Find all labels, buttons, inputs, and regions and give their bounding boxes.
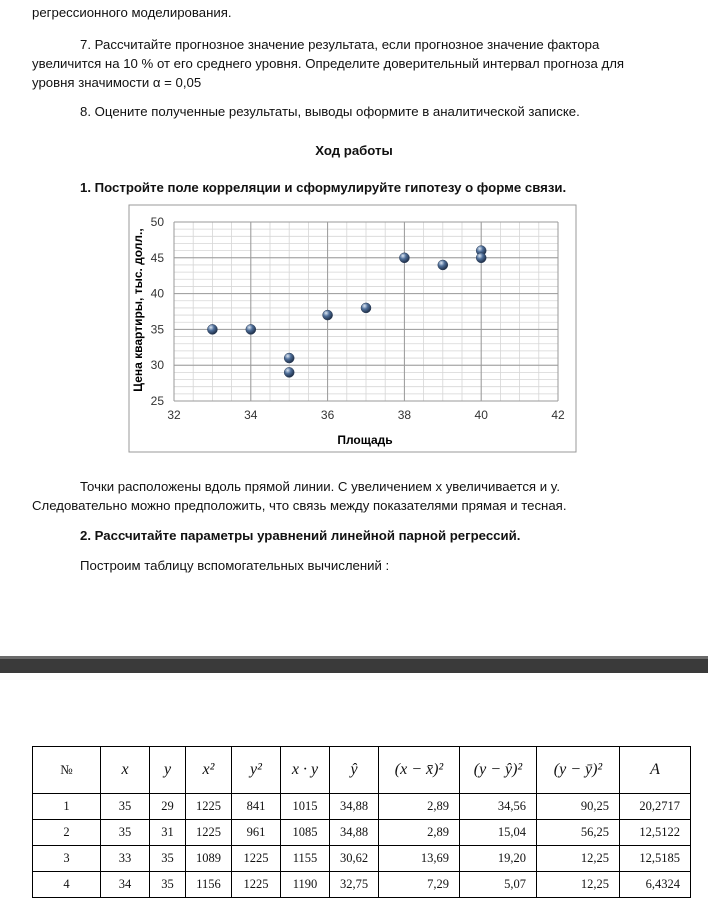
data-point: [284, 367, 294, 377]
table-row: [33, 794, 691, 820]
table-body: [33, 794, 691, 898]
table-cell: 1089: [186, 846, 232, 872]
table-row: [33, 820, 691, 846]
x-tick-label: 34: [244, 408, 258, 422]
table-cell: 2,89: [379, 820, 460, 846]
table-cell: 31: [150, 820, 186, 846]
table-cell: 1: [33, 794, 101, 820]
observation-line-2: Следовательно можно предположить, что связь между показателями прямая и тесная.: [32, 498, 567, 513]
y-tick-label: 45: [150, 250, 164, 265]
table-header-row: [33, 747, 691, 794]
table-cell: 34,88: [330, 820, 379, 846]
table-cell: 1155: [281, 846, 330, 872]
x-tick-label: 36: [320, 408, 335, 422]
table-cell: 6,4324: [620, 872, 691, 898]
task-7-line-2: увеличится на 10 % от его среднего уровня. Определите доверительный интервал прогноза для: [32, 56, 625, 71]
table-row: [33, 872, 691, 898]
table-cell: 1225: [186, 794, 232, 820]
y-tick-label: 50: [150, 215, 164, 229]
x-tick-label: 42: [551, 408, 565, 422]
data-point: [323, 310, 333, 320]
table-cell: 20,2717: [620, 794, 691, 820]
table-cell: 2: [33, 820, 101, 846]
table-cell: 35: [101, 794, 150, 820]
table-cell: 1015: [281, 794, 330, 820]
table-cell: 1156: [186, 872, 232, 898]
y-tick-label: 40: [150, 286, 164, 301]
step-2-heading: 2. Рассчитайте параметры уравнений линейной парной регрессий.: [80, 528, 521, 543]
table-cell: 5,07: [460, 872, 537, 898]
y-axis-label: Цена квартиры, тыс. долл.,: [131, 228, 145, 392]
y-tick-label: 25: [150, 394, 164, 408]
table-cell: 2,89: [379, 794, 460, 820]
table-cell: 12,5185: [620, 846, 691, 872]
table-cell: 30,62: [330, 846, 379, 872]
scatter-chart: [128, 204, 578, 454]
table-row: [33, 846, 691, 872]
x-tick-label: 38: [397, 408, 412, 422]
table-cell: 13,69: [379, 846, 460, 872]
data-point: [246, 324, 256, 334]
x-tick-label: 32: [167, 408, 181, 422]
data-point: [438, 260, 448, 270]
data-point: [476, 253, 486, 263]
table-cell: 34,56: [460, 794, 537, 820]
table-cell: 15,04: [460, 820, 537, 846]
table-cell: 29: [150, 794, 186, 820]
column-header: (y − ŷ)²: [460, 747, 537, 794]
table-cell: 1085: [281, 820, 330, 846]
table-cell: 33: [101, 846, 150, 872]
table-cell: 841: [232, 794, 281, 820]
table-cell: 7,29: [379, 872, 460, 898]
task-7-line-1: 7. Рассчитайте прогнозное значение результата, если прогнозное значение фактора: [80, 37, 600, 52]
y-tick-label: 30: [150, 358, 164, 373]
table-cell: 56,25: [537, 820, 620, 846]
data-point: [284, 353, 294, 363]
table-cell: 35: [150, 872, 186, 898]
table-cell: 19,20: [460, 846, 537, 872]
table-cell: 34,88: [330, 794, 379, 820]
calculation-table: [32, 746, 691, 898]
table-cell: 90,25: [537, 794, 620, 820]
table-intro: Построим таблицу вспомогательных вычислений :: [80, 558, 390, 573]
table-cell: 1225: [232, 872, 281, 898]
table-cell: 961: [232, 820, 281, 846]
table-cell: 35: [150, 846, 186, 872]
x-tick-label: 40: [474, 408, 488, 422]
observation-line-1: Точки расположены вдоль прямой линии. С увеличением x увеличивается и y.: [80, 479, 561, 494]
table-cell: 4: [33, 872, 101, 898]
paragraph-fragment: регрессионного моделирования.: [32, 5, 232, 20]
column-header: A: [620, 747, 691, 794]
table-cell: 12,25: [537, 872, 620, 898]
task-7-line-3: уровня значимости α = 0,05: [32, 75, 202, 90]
chart-border: [129, 205, 576, 452]
column-header: №: [33, 747, 101, 794]
column-header: (x − x̄)²: [379, 747, 460, 794]
task-8: 8. Оцените полученные результаты, выводы оформите в аналитической записке.: [80, 104, 580, 119]
table-cell: 12,5122: [620, 820, 691, 846]
column-header: y: [150, 747, 186, 794]
column-header: x²: [186, 747, 232, 794]
table-cell: 35: [101, 820, 150, 846]
page-separator: [0, 659, 708, 673]
table-cell: 1190: [281, 872, 330, 898]
table-cell: 12,25: [537, 846, 620, 872]
y-tick-label: 35: [150, 322, 164, 337]
step-1-heading: 1. Постройте поле корреляции и сформулируйте гипотезу о форме связи.: [80, 180, 567, 195]
column-header: y²: [232, 747, 281, 794]
table-cell: 1225: [232, 846, 281, 872]
column-header: ŷ: [330, 747, 379, 794]
table-cell: 34: [101, 872, 150, 898]
table-cell: 3: [33, 846, 101, 872]
data-point: [361, 303, 371, 313]
table-cell: 32,75: [330, 872, 379, 898]
column-header: x · y: [281, 747, 330, 794]
x-axis-label: Площадь: [337, 433, 393, 447]
data-point: [399, 253, 409, 263]
data-point: [207, 324, 217, 334]
section-heading: Ход работы: [315, 143, 393, 158]
table-cell: 1225: [186, 820, 232, 846]
column-header: (y − ȳ)²: [537, 747, 620, 794]
column-header: x: [101, 747, 150, 794]
